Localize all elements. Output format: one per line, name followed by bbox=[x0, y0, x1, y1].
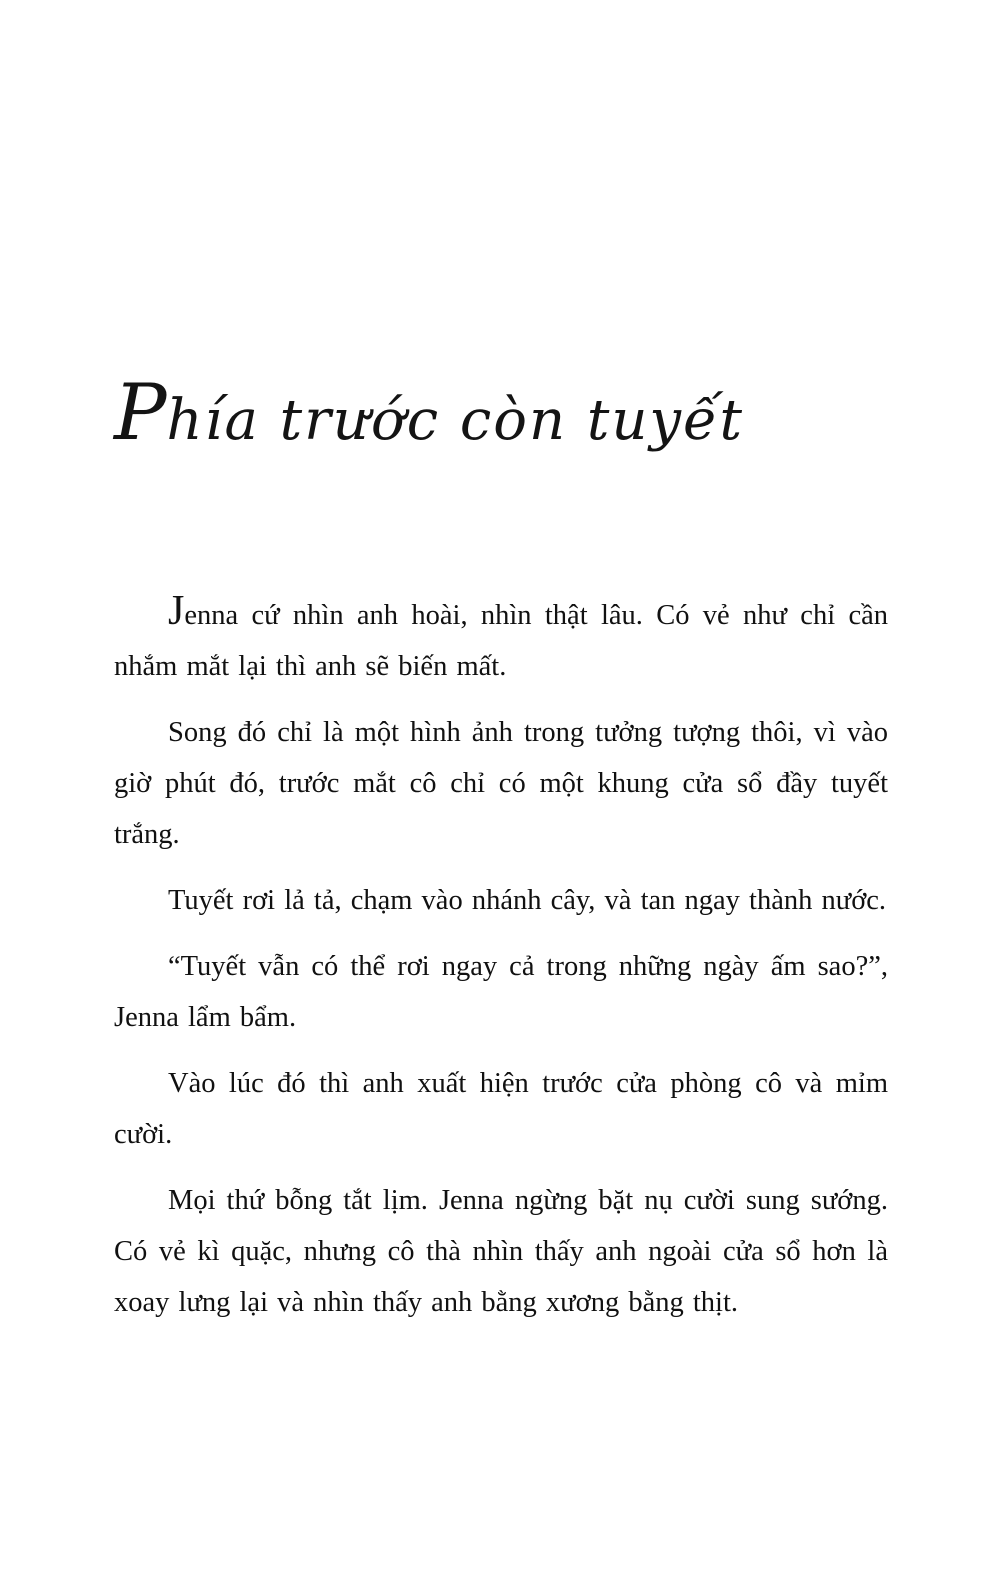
paragraph: Song đó chỉ là một hình ảnh trong tưởng tượng thôi, vì vào giờ phút đó, trước mắt cô chỉ có một khung cửa sổ đầy tuyết trắng. bbox=[114, 717, 888, 850]
paragraph: Vào lúc đó thì anh xuất hiện trước cửa phòng cô và mỉm cười. bbox=[114, 1068, 888, 1150]
paragraph: Jenna cứ nhìn anh hoài, nhìn thật lâu. Có vẻ như chỉ cần nhắm mắt lại thì anh sẽ biến mất. bbox=[114, 588, 888, 682]
body-text bbox=[114, 590, 888, 1328]
chapter-title: Phía trước còn tuyết bbox=[114, 368, 744, 458]
paragraph: Mọi thứ bỗng tắt lịm. Jenna ngừng bặt nụ cười sung sướng. Có vẻ kì quặc, nhưng cô thà nhìn thấy anh ngoài cửa sổ hơn là xoay lưng lại và nhìn thấy anh bằng xương bằng thịt. bbox=[114, 1185, 888, 1318]
paragraph: “Tuyết vẫn có thể rơi ngay cả trong những ngày ấm sao?”, Jenna lẩm bẩm. bbox=[114, 951, 888, 1033]
paragraph: Tuyết rơi lả tả, chạm vào nhánh cây, và tan ngay thành nước. bbox=[168, 885, 887, 916]
